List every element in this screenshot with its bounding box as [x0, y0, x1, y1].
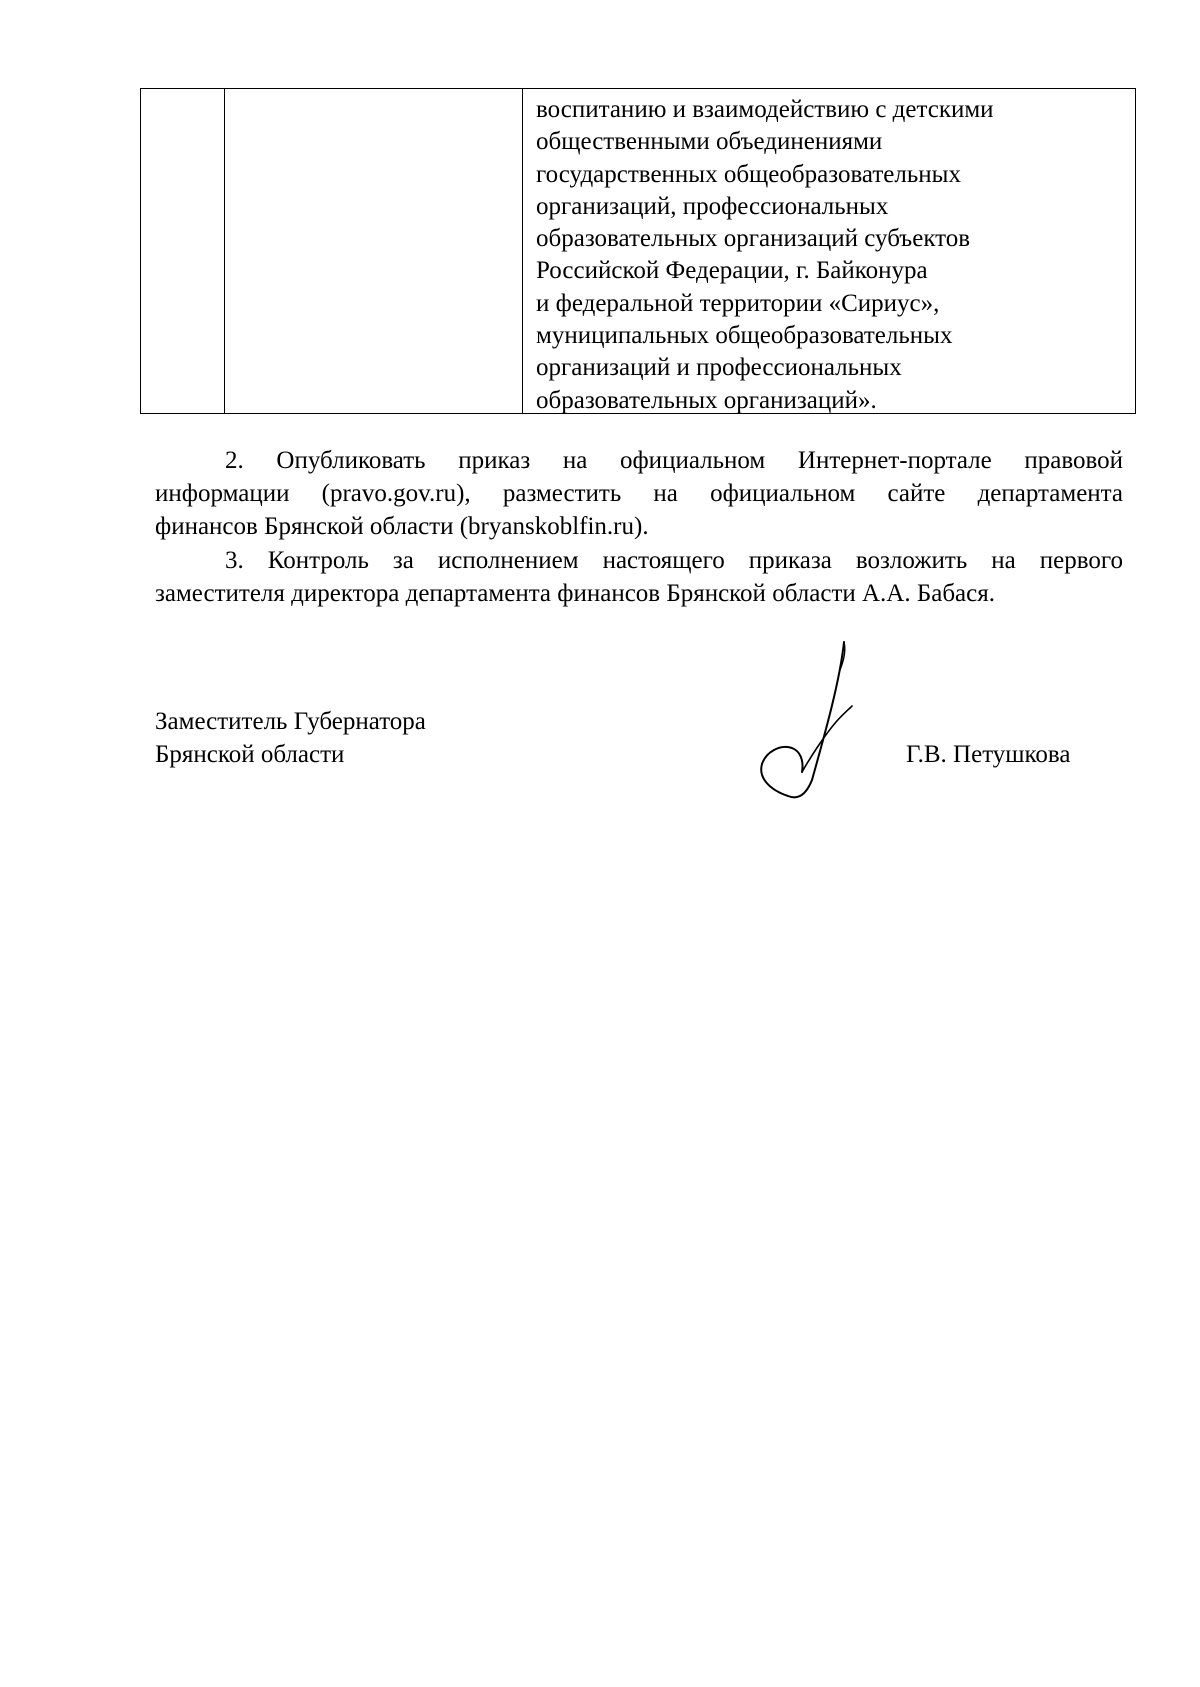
cell-line: Российской Федерации, г. Байконура	[536, 257, 928, 285]
table-fragment	[140, 88, 1136, 414]
paragraph-line: 3. Контроль за исполнением настоящего приказа возложить на первого	[225, 547, 1123, 574]
cell-line: образовательных организаций субъектов	[536, 225, 971, 253]
paragraph-line: финансов Брянской области (bryanskoblfin.ru).	[155, 513, 649, 540]
handwritten-signature	[740, 640, 880, 800]
table-column-divider-2	[522, 89, 523, 413]
cell-line: и федеральной территории «Сириус»,	[536, 289, 940, 317]
cell-line: организаций, профессиональных	[536, 192, 889, 220]
cell-line: муниципальных общеобразовательных	[536, 322, 953, 350]
table-column-divider-1	[224, 89, 225, 413]
signer-name: Г.В. Петушкова	[906, 741, 1071, 768]
paragraph-3	[155, 544, 1123, 610]
paragraph-line: заместителя директора департамента финансов Брянской области А.А. Бабася.	[155, 580, 995, 607]
paragraph-2	[155, 444, 1123, 543]
cell-line: государственных общеобразовательных	[536, 160, 961, 188]
signatory-position	[155, 705, 426, 771]
position-line-1: Заместитель Губернатора	[155, 708, 426, 735]
cell-line: общественными объединениями	[536, 128, 883, 156]
paragraph-line: информации (pravo.gov.ru), разместить на официальном сайте департамента	[155, 480, 1123, 507]
position-line-2: Брянской области	[155, 741, 345, 768]
cell-line: образовательных организаций».	[536, 386, 877, 414]
cell-line: воспитанию и взаимодействию с детскими	[536, 96, 994, 123]
paragraph-line: 2. Опубликовать приказ на официальном Интернет-портале правовой	[225, 447, 1123, 474]
table-cell-text	[536, 94, 1126, 417]
cell-line: организаций и профессиональных	[536, 354, 902, 382]
